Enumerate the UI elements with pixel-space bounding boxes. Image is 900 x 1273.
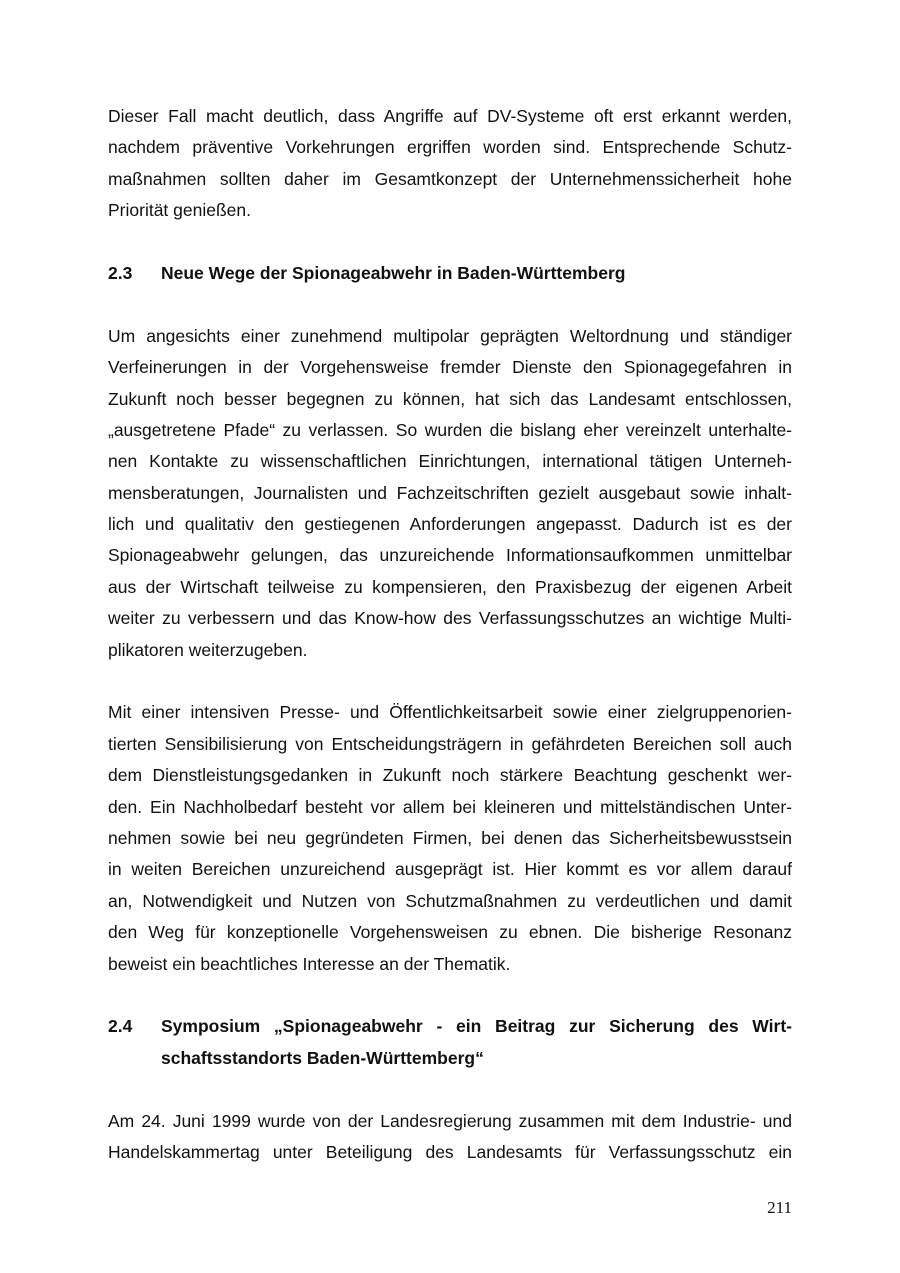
paragraph-line: nehmen sowie bei neu gegründeten Firmen, bei denen das Sicherheitsbewusstsein bbox=[108, 827, 792, 848]
paragraph-line: nachdem präventive Vorkehrungen ergriffen worden sind. Entsprechende Schutz- bbox=[108, 137, 792, 158]
paragraph-line: Am 24. Juni 1999 wurde von der Landesregierung zusammen mit dem Industrie- und bbox=[108, 1110, 792, 1131]
paragraph-line: maßnahmen sollten daher im Gesamtkonzept der Unternehmenssicherheit hohe bbox=[108, 168, 792, 189]
paragraph-spacer bbox=[108, 980, 792, 1011]
paragraph-line: plikatoren weiterzugeben. bbox=[108, 639, 308, 660]
paragraph-line: tierten Sensibilisierung von Entscheidungsträgern in gefährdeten Bereichen soll auch bbox=[108, 733, 792, 754]
paragraph-line: mensberatungen, Journalisten und Fachzeitschriften gezielt ausgebaut sowie inhalt- bbox=[108, 482, 792, 503]
paragraph-1 bbox=[108, 101, 792, 227]
paragraph-line: aus der Wirtschaft teilweise zu kompensieren, den Praxisbezug der eigenen Arbeit bbox=[108, 576, 792, 597]
paragraph-line: Zukunft noch besser begegnen zu können, hat sich das Landesamt entschlossen, bbox=[108, 388, 792, 409]
paragraph-2 bbox=[108, 321, 792, 666]
paragraph-line: weiter zu verbessern und das Know-how des Verfassungsschutzes an wichtige Multi- bbox=[108, 608, 792, 629]
paragraph-spacer bbox=[108, 1074, 792, 1105]
section-number: 2.4 bbox=[108, 1016, 133, 1037]
paragraph-3 bbox=[108, 697, 792, 980]
section-title-line: schaftsstandorts Baden-Württemberg“ bbox=[161, 1047, 484, 1068]
paragraph-line: Dieser Fall macht deutlich, dass Angriffe auf DV-Systeme oft erst erkannt werden, bbox=[108, 106, 792, 126]
paragraph-spacer bbox=[108, 227, 792, 258]
paragraph-line: „ausgetretene Pfade“ zu verlassen. So wurden die bislang eher vereinzelt unterhalte- bbox=[108, 419, 792, 440]
section-heading-2-3 bbox=[108, 258, 792, 289]
paragraph-line: Handelskammertag unter Beteiligung des Landesamts für Verfassungsschutz ein bbox=[108, 1141, 792, 1162]
document-page bbox=[108, 101, 792, 1168]
paragraph-spacer bbox=[108, 666, 792, 697]
paragraph-4 bbox=[108, 1106, 792, 1169]
paragraph-line: nen Kontakte zu wissenschaftlichen Einrichtungen, international tätigen Unterneh- bbox=[108, 451, 792, 472]
paragraph-line: Priorität genießen. bbox=[108, 200, 251, 221]
paragraph-line: den. Ein Nachholbedarf besteht vor allem bei kleineren und mittelständischen Unter- bbox=[108, 796, 792, 817]
paragraph-line: Mit einer intensiven Presse- und Öffentlichkeitsarbeit sowie einer zielgruppenorien- bbox=[108, 702, 792, 723]
paragraph-line: den Weg für konzeptionelle Vorgehensweisen zu ebnen. Die bisherige Resonanz bbox=[108, 922, 792, 943]
paragraph-line: lich und qualitativ den gestiegenen Anforderungen angepasst. Dadurch ist es der bbox=[108, 514, 792, 535]
section-title-line: Symposium „Spionageabwehr - ein Beitrag zur Sicherung des Wirt- bbox=[161, 1016, 792, 1037]
paragraph-line: in weiten Bereichen unzureichend ausgeprägt ist. Hier kommt es vor allem darauf bbox=[108, 859, 792, 880]
section-heading-2-4 bbox=[108, 1011, 792, 1074]
paragraph-line: beweist ein beachtliches Interesse an der Thematik. bbox=[108, 953, 511, 974]
paragraph-line: dem Dienstleistungsgedanken in Zukunft noch stärkere Beachtung geschenkt wer- bbox=[108, 765, 792, 786]
paragraph-line: an, Notwendigkeit und Nutzen von Schutzmaßnahmen zu verdeutlichen und damit bbox=[108, 890, 792, 911]
paragraph-line: Um angesichts einer zunehmend multipolar geprägten Weltordnung und ständiger bbox=[108, 325, 792, 346]
section-title: Neue Wege der Spionageabwehr in Baden-Württemberg bbox=[161, 262, 626, 283]
paragraph-line: Spionageabwehr gelungen, das unzureichende Informationsaufkommen unmittelbar bbox=[108, 545, 792, 566]
page-number: 211 bbox=[767, 1198, 792, 1217]
section-number: 2.3 bbox=[108, 262, 133, 283]
paragraph-line: Verfeinerungen in der Vorgehensweise fremder Dienste den Spionagegefahren in bbox=[108, 357, 792, 378]
paragraph-spacer bbox=[108, 289, 792, 320]
